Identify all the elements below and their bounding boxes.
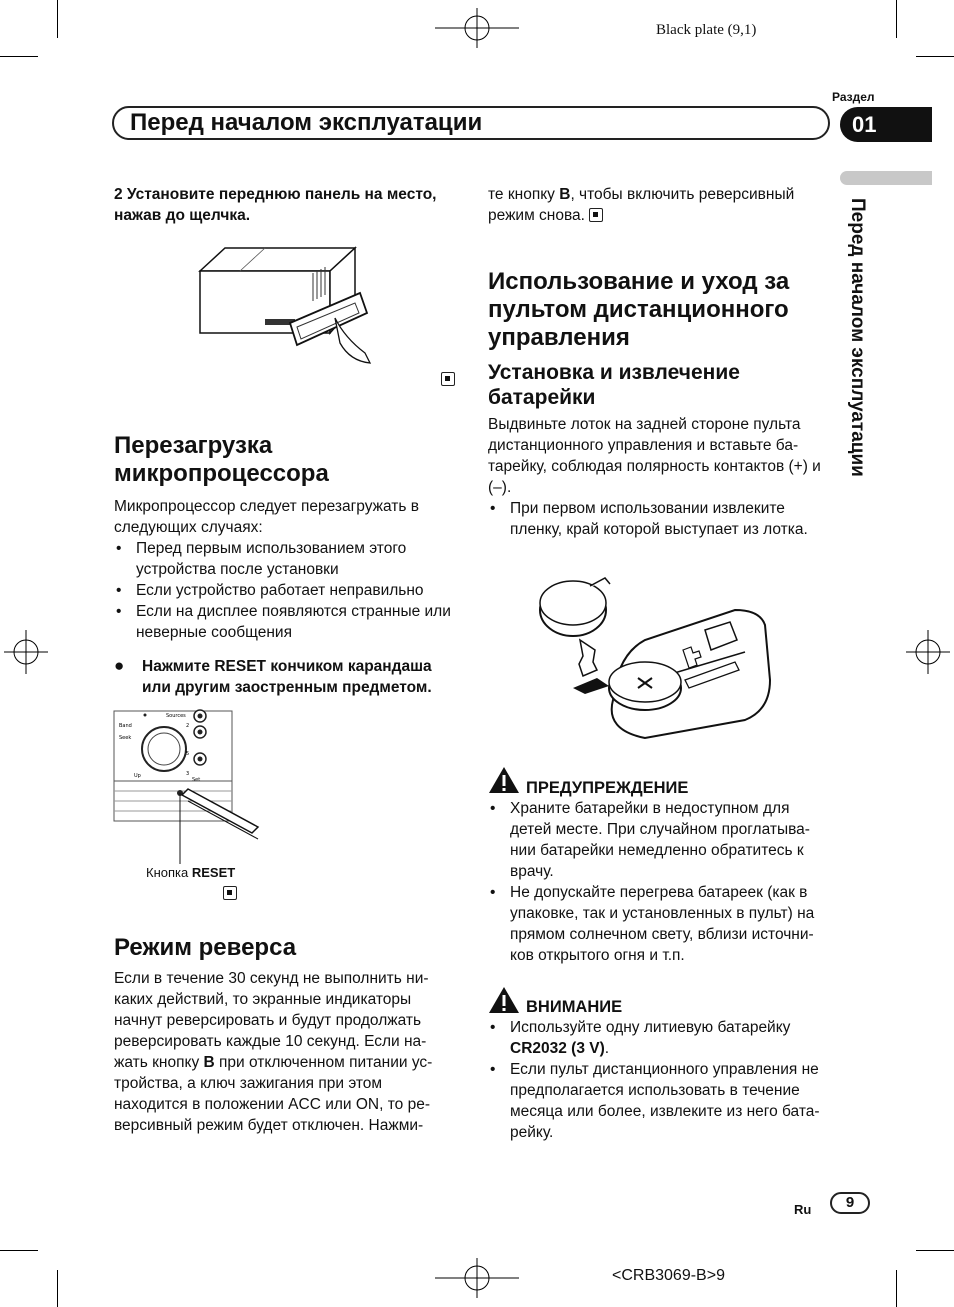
list-item: • Если на дисплее появляются странные или неверные сообщения <box>114 601 454 643</box>
reset-caption: Кнопка RESET <box>146 865 236 880</box>
list-item: • Храните батарейки в недоступном для детей месте. При случайном проглатыва-нии батарейки немедленно обратитесь к врачу. <box>488 798 828 882</box>
battery-text: Выдвиньте лоток на задней стороне пульта дистанционного управления и вставьте ба-тарейку, соблюдая полярность контактов (+) и (–). <box>488 416 821 496</box>
registration-target-top <box>435 8 519 48</box>
panel-label: Band <box>119 723 132 729</box>
end-mark-icon <box>223 886 237 900</box>
plate-label: Black plate (9,1) <box>656 22 757 38</box>
registration-target-right <box>906 630 950 674</box>
crop-mark <box>57 0 58 38</box>
reverse-heading: Режим реверса <box>114 934 297 961</box>
reset-instruction: ● Нажмите RESET кончиком карандаша или другим заостренным предметом. <box>114 656 432 696</box>
battery-bullet: • При первом использовании извлеките пленку, край которой выступает из лотка. <box>488 498 828 540</box>
crop-mark <box>0 1250 38 1251</box>
list-item: • Используйте одну литиевую батарейку CR2032 (3 V). <box>488 1017 828 1059</box>
filled-bullet-icon: ● <box>114 656 125 675</box>
page-title: Перед началом эксплуатации <box>130 109 483 136</box>
crop-mark <box>896 1270 897 1307</box>
reset-intro: Микропроцессор следует перезагружать в следующих случаях: <box>114 498 420 536</box>
panel-label: 2 <box>186 723 190 729</box>
reset-heading: Перезагрузка микропроцессора <box>114 432 329 487</box>
list-item: • Если пульт дистанционного управления не предполагается использовать в течение месяца или более, извлеките из него бата-рейку. <box>488 1059 828 1143</box>
panel-label: Set <box>192 777 201 783</box>
list-item: • Если устройство работает неправильно <box>114 580 454 601</box>
reverse-text: Если в течение 30 секунд не выполнить ни-каких действий, то экранные индикаторы начнут реверсировать и будут продолжать реверсировать каждые 10 секунд. Если на-жать кнопку B при отключенном питании ус-тройства, а ключ зажигания при этом находится в положении ACC или ON, то ре-версивный режим будет отключен. Нажми- <box>114 970 433 1134</box>
section-number-badge: 01 <box>840 107 932 142</box>
section-label: Раздел <box>832 90 875 104</box>
caution-list <box>488 1017 828 1143</box>
end-mark-icon <box>441 372 455 386</box>
reset-panel-illustration <box>112 709 262 869</box>
crop-mark <box>896 0 897 38</box>
warning-icon <box>488 766 520 794</box>
caution-icon <box>488 986 520 1014</box>
panel-label: Sources <box>166 713 186 719</box>
crop-mark <box>916 1250 954 1251</box>
warning-list <box>488 798 828 966</box>
warning-title: ПРЕДУПРЕЖДЕНИЕ <box>526 779 689 797</box>
side-title: Перед началом эксплуатации <box>847 198 868 477</box>
panel-label: 5 <box>186 751 190 757</box>
reverse-continuation: те кнопку B, чтобы включить реверсивный режим снова. <box>488 186 795 224</box>
remote-heading: Использование и уход за пультом дистанционного управления <box>488 268 790 351</box>
registration-target-bottom <box>435 1258 519 1298</box>
crop-mark <box>57 1270 58 1307</box>
list-item: • Перед первым использованием этого устройства после установки <box>114 538 454 580</box>
end-mark-icon <box>589 208 603 222</box>
registration-target-left <box>4 630 48 674</box>
crop-mark <box>916 56 954 57</box>
panel-label: Seek <box>119 735 132 741</box>
panel-label: Up <box>134 773 141 779</box>
battery-heading: Установка и извлечение батарейки <box>488 361 740 409</box>
language-label: Ru <box>794 1202 812 1217</box>
panel-label: 3 <box>186 771 190 777</box>
list-item: • Не допускайте перегрева батареек (как в упаковке, так и установленных в пульт) на прямом солнечном свету, вблизи источни-ков открытого огня и т.п. <box>488 882 828 966</box>
step-2: 2 Установите переднюю панель на место, нажав до щелчка. <box>114 186 437 224</box>
page-number: 9 <box>830 1192 870 1214</box>
side-tab <box>840 171 932 185</box>
reset-bullet-list <box>114 538 454 643</box>
remote-battery-illustration <box>535 570 785 750</box>
caution-title: ВНИМАНИЕ <box>526 998 623 1016</box>
document-code: <CRB3069-B>9 <box>612 1267 725 1284</box>
crop-mark <box>0 56 38 57</box>
front-panel-illustration <box>195 243 375 368</box>
